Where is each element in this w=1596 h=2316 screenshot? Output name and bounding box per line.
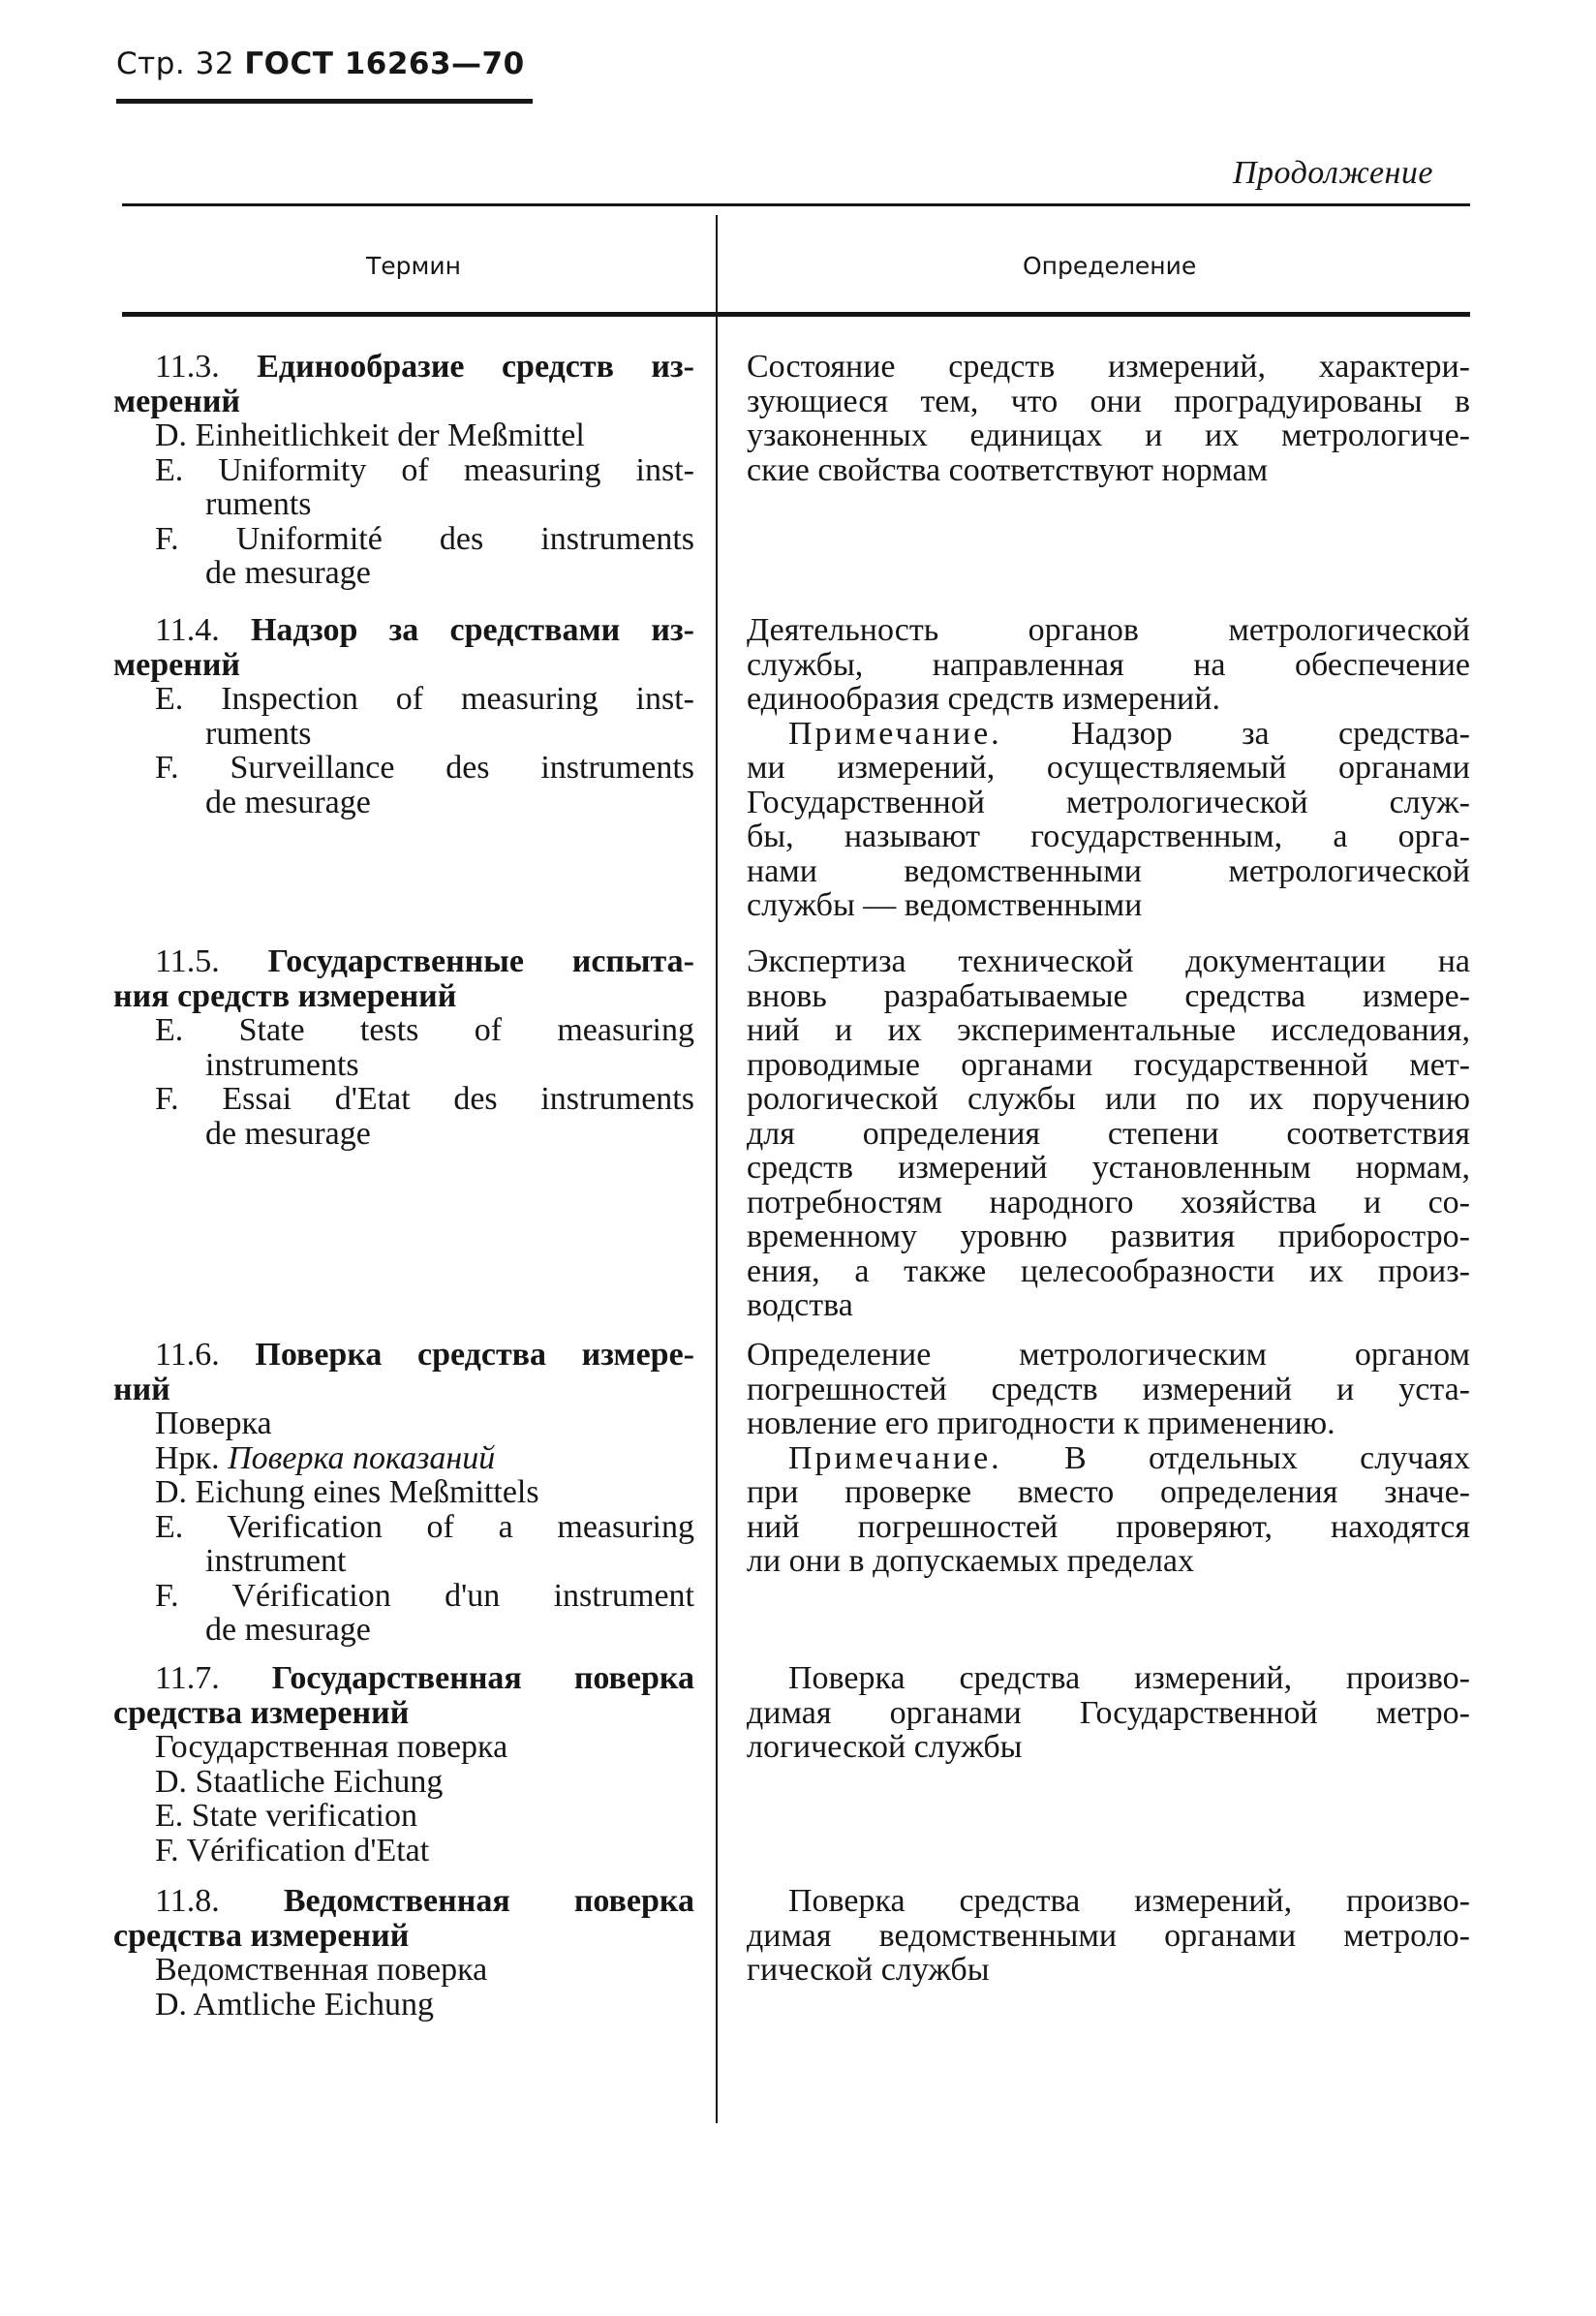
definition-11-7 xyxy=(747,1661,1470,1765)
definition-line: Поверка средства измерений, произво- xyxy=(788,1883,1470,1919)
term-translation-en: E. Inspection of measuring inst- xyxy=(155,681,694,717)
definition-line: узаконенных единицах и их метрологиче- xyxy=(747,417,1470,453)
term-translation-en-cont: ruments xyxy=(205,715,312,752)
definition-line: Состояние средств измерений, характери- xyxy=(747,349,1470,385)
term-title-cont: средства измерений xyxy=(113,1694,410,1731)
term-11-6 xyxy=(113,1338,694,1648)
note-line: Примечание. Надзор за средства- xyxy=(788,715,1470,752)
definition-line: гической службы xyxy=(747,1952,990,1988)
note-label: Примечание. xyxy=(788,1439,1002,1476)
note-line: бы, называют государственным, а орга- xyxy=(747,818,1470,854)
term-not-recommended: Нрк. Поверка показаний xyxy=(155,1439,496,1476)
term-translation-fr: F. Surveillance des instruments xyxy=(155,750,694,786)
definition-line: средств измерений установленным нормам, xyxy=(747,1150,1470,1186)
definition-line: ний и их экспериментальные исследования, xyxy=(747,1012,1470,1048)
column-header-definition: Определение xyxy=(1023,252,1197,280)
definition-line: новление его пригодности к применению. xyxy=(747,1405,1335,1441)
term-title: 11.5. Государственные испыта- xyxy=(155,943,694,979)
term-11-3 xyxy=(113,350,694,591)
term-translation-en: E. State verification xyxy=(155,1798,417,1834)
term-title: 11.8. Ведомственная поверка xyxy=(155,1883,694,1919)
definition-line: вновь разрабатываемые средства измере- xyxy=(747,977,1470,1014)
header-rule xyxy=(116,99,533,104)
definition-line: димая органами Государственной метро- xyxy=(747,1694,1470,1731)
term-11-7 xyxy=(113,1661,694,1868)
definition-11-5 xyxy=(747,944,1470,1323)
term-translation-fr-cont: de mesurage xyxy=(205,1115,371,1152)
definition-line: погрешностей средств измерений и уста- xyxy=(747,1371,1470,1407)
column-header-term: Термин xyxy=(366,252,461,280)
term-title-cont: мерений xyxy=(113,646,241,683)
term-title: 11.7. Государственная поверка xyxy=(155,1660,694,1696)
definition-line: временному уровню развития приборостро- xyxy=(747,1219,1470,1254)
note-line: Примечание. В отдельных случаях xyxy=(788,1439,1470,1476)
term-translation-fr-cont: de mesurage xyxy=(205,784,371,820)
definition-11-4 xyxy=(747,613,1470,923)
definition-line: службы, направленная на обеспечение xyxy=(747,646,1470,683)
definition-line: Экспертиза технической документации на xyxy=(747,943,1470,979)
term-title-cont: средства измерений xyxy=(113,1917,410,1954)
term-translation-fr: F. Vérification d'Etat xyxy=(155,1832,430,1868)
note-line: при проверке вместо определения значе- xyxy=(747,1474,1470,1510)
term-translation-fr-cont: de mesurage xyxy=(205,555,371,591)
term-translation-fr: F. Uniformité des instruments xyxy=(155,520,694,557)
definition-line: водства xyxy=(747,1287,853,1323)
term-synonym: Ведомственная поверка xyxy=(155,1952,488,1988)
term-translation-en: E. Verification of a measuring xyxy=(155,1508,694,1545)
term-title-cont: ния средств измерений xyxy=(113,977,457,1014)
standard-code: ГОСТ 16263—70 xyxy=(244,46,525,81)
definition-line: Поверка средства измерений, произво- xyxy=(788,1660,1470,1696)
term-title: 11.6. Поверка средства измере- xyxy=(155,1337,694,1373)
definition-line: Деятельность органов метрологической xyxy=(747,612,1470,648)
definition-line: ские свойства соответствуют нормам xyxy=(747,451,1269,488)
definition-line: димая ведомственными органами метроло- xyxy=(747,1917,1470,1954)
term-synonym: Поверка xyxy=(155,1405,272,1441)
note-line: Государственной метрологической служ- xyxy=(747,784,1470,820)
term-translation-de: D. Eichung eines Meßmittels xyxy=(155,1474,539,1510)
column-divider xyxy=(716,215,718,2123)
term-11-8 xyxy=(113,1884,694,2022)
page-header xyxy=(116,46,525,81)
term-translation-en-cont: instrument xyxy=(205,1543,347,1579)
term-title-cont: мерений xyxy=(113,383,241,419)
term-translation-fr: F. Essai d'Etat des instruments xyxy=(155,1081,694,1117)
term-title-cont: ний xyxy=(113,1371,170,1407)
note-line: службы — ведомственными xyxy=(747,887,1143,923)
continuation-label: Продолжение xyxy=(1232,155,1433,191)
definition-line: для определения степени соответствия xyxy=(747,1115,1470,1152)
term-translation-fr-cont: de mesurage xyxy=(205,1612,371,1648)
term-synonym: Государственная поверка xyxy=(155,1729,508,1765)
note-line: ний погрешностей проверяют, находятся xyxy=(747,1508,1470,1545)
term-translation-en: E. State tests of measuring xyxy=(155,1012,694,1048)
definition-line: логической службы xyxy=(747,1729,1023,1765)
term-title: 11.3. Единообразие средств из- xyxy=(155,349,694,385)
term-11-4 xyxy=(113,613,694,819)
term-translation-en-cont: instruments xyxy=(205,1046,359,1083)
definition-11-8 xyxy=(747,1884,1470,1988)
term-translation-de: D. Amtliche Eichung xyxy=(155,1986,435,2023)
definition-line: потребностям народного хозяйства и со- xyxy=(747,1184,1470,1220)
definition-11-3 xyxy=(747,350,1470,487)
table-top-rule xyxy=(122,203,1470,206)
table-header-rule xyxy=(122,312,1470,317)
term-translation-de: D. Staatliche Eichung xyxy=(155,1763,444,1800)
definition-line: Определение метрологическим органом xyxy=(747,1337,1470,1373)
term-11-5 xyxy=(113,944,694,1151)
definition-line: рологической службы или по их поручению xyxy=(747,1081,1470,1117)
term-translation-en: E. Uniformity of measuring inst- xyxy=(155,451,694,488)
definition-line: проводимые органами государственной мет- xyxy=(747,1046,1470,1083)
page-number: Стр. 32 xyxy=(116,46,235,81)
term-title: 11.4. Надзор за средствами из- xyxy=(155,612,695,648)
definition-11-6 xyxy=(747,1338,1470,1579)
note-line: ми измерений, осуществляемый органами xyxy=(747,750,1470,786)
definition-line: зующиеся тем, что они проградуированы в xyxy=(747,383,1470,419)
definition-line: ения, а также целесообразности их произ- xyxy=(747,1252,1470,1289)
term-translation-fr: F. Vérification d'un instrument xyxy=(155,1577,694,1614)
term-translation-en-cont: ruments xyxy=(205,486,312,522)
note-line: нами ведомственными метрологической xyxy=(747,852,1470,889)
note-label: Примечание. xyxy=(788,715,1002,752)
term-translation-de: D. Einheitlichkeit der Meßmittel xyxy=(155,417,585,453)
definition-line: единообразия средств измерений. xyxy=(747,681,1220,717)
note-line: ли они в допускаемых пределах xyxy=(747,1543,1195,1579)
